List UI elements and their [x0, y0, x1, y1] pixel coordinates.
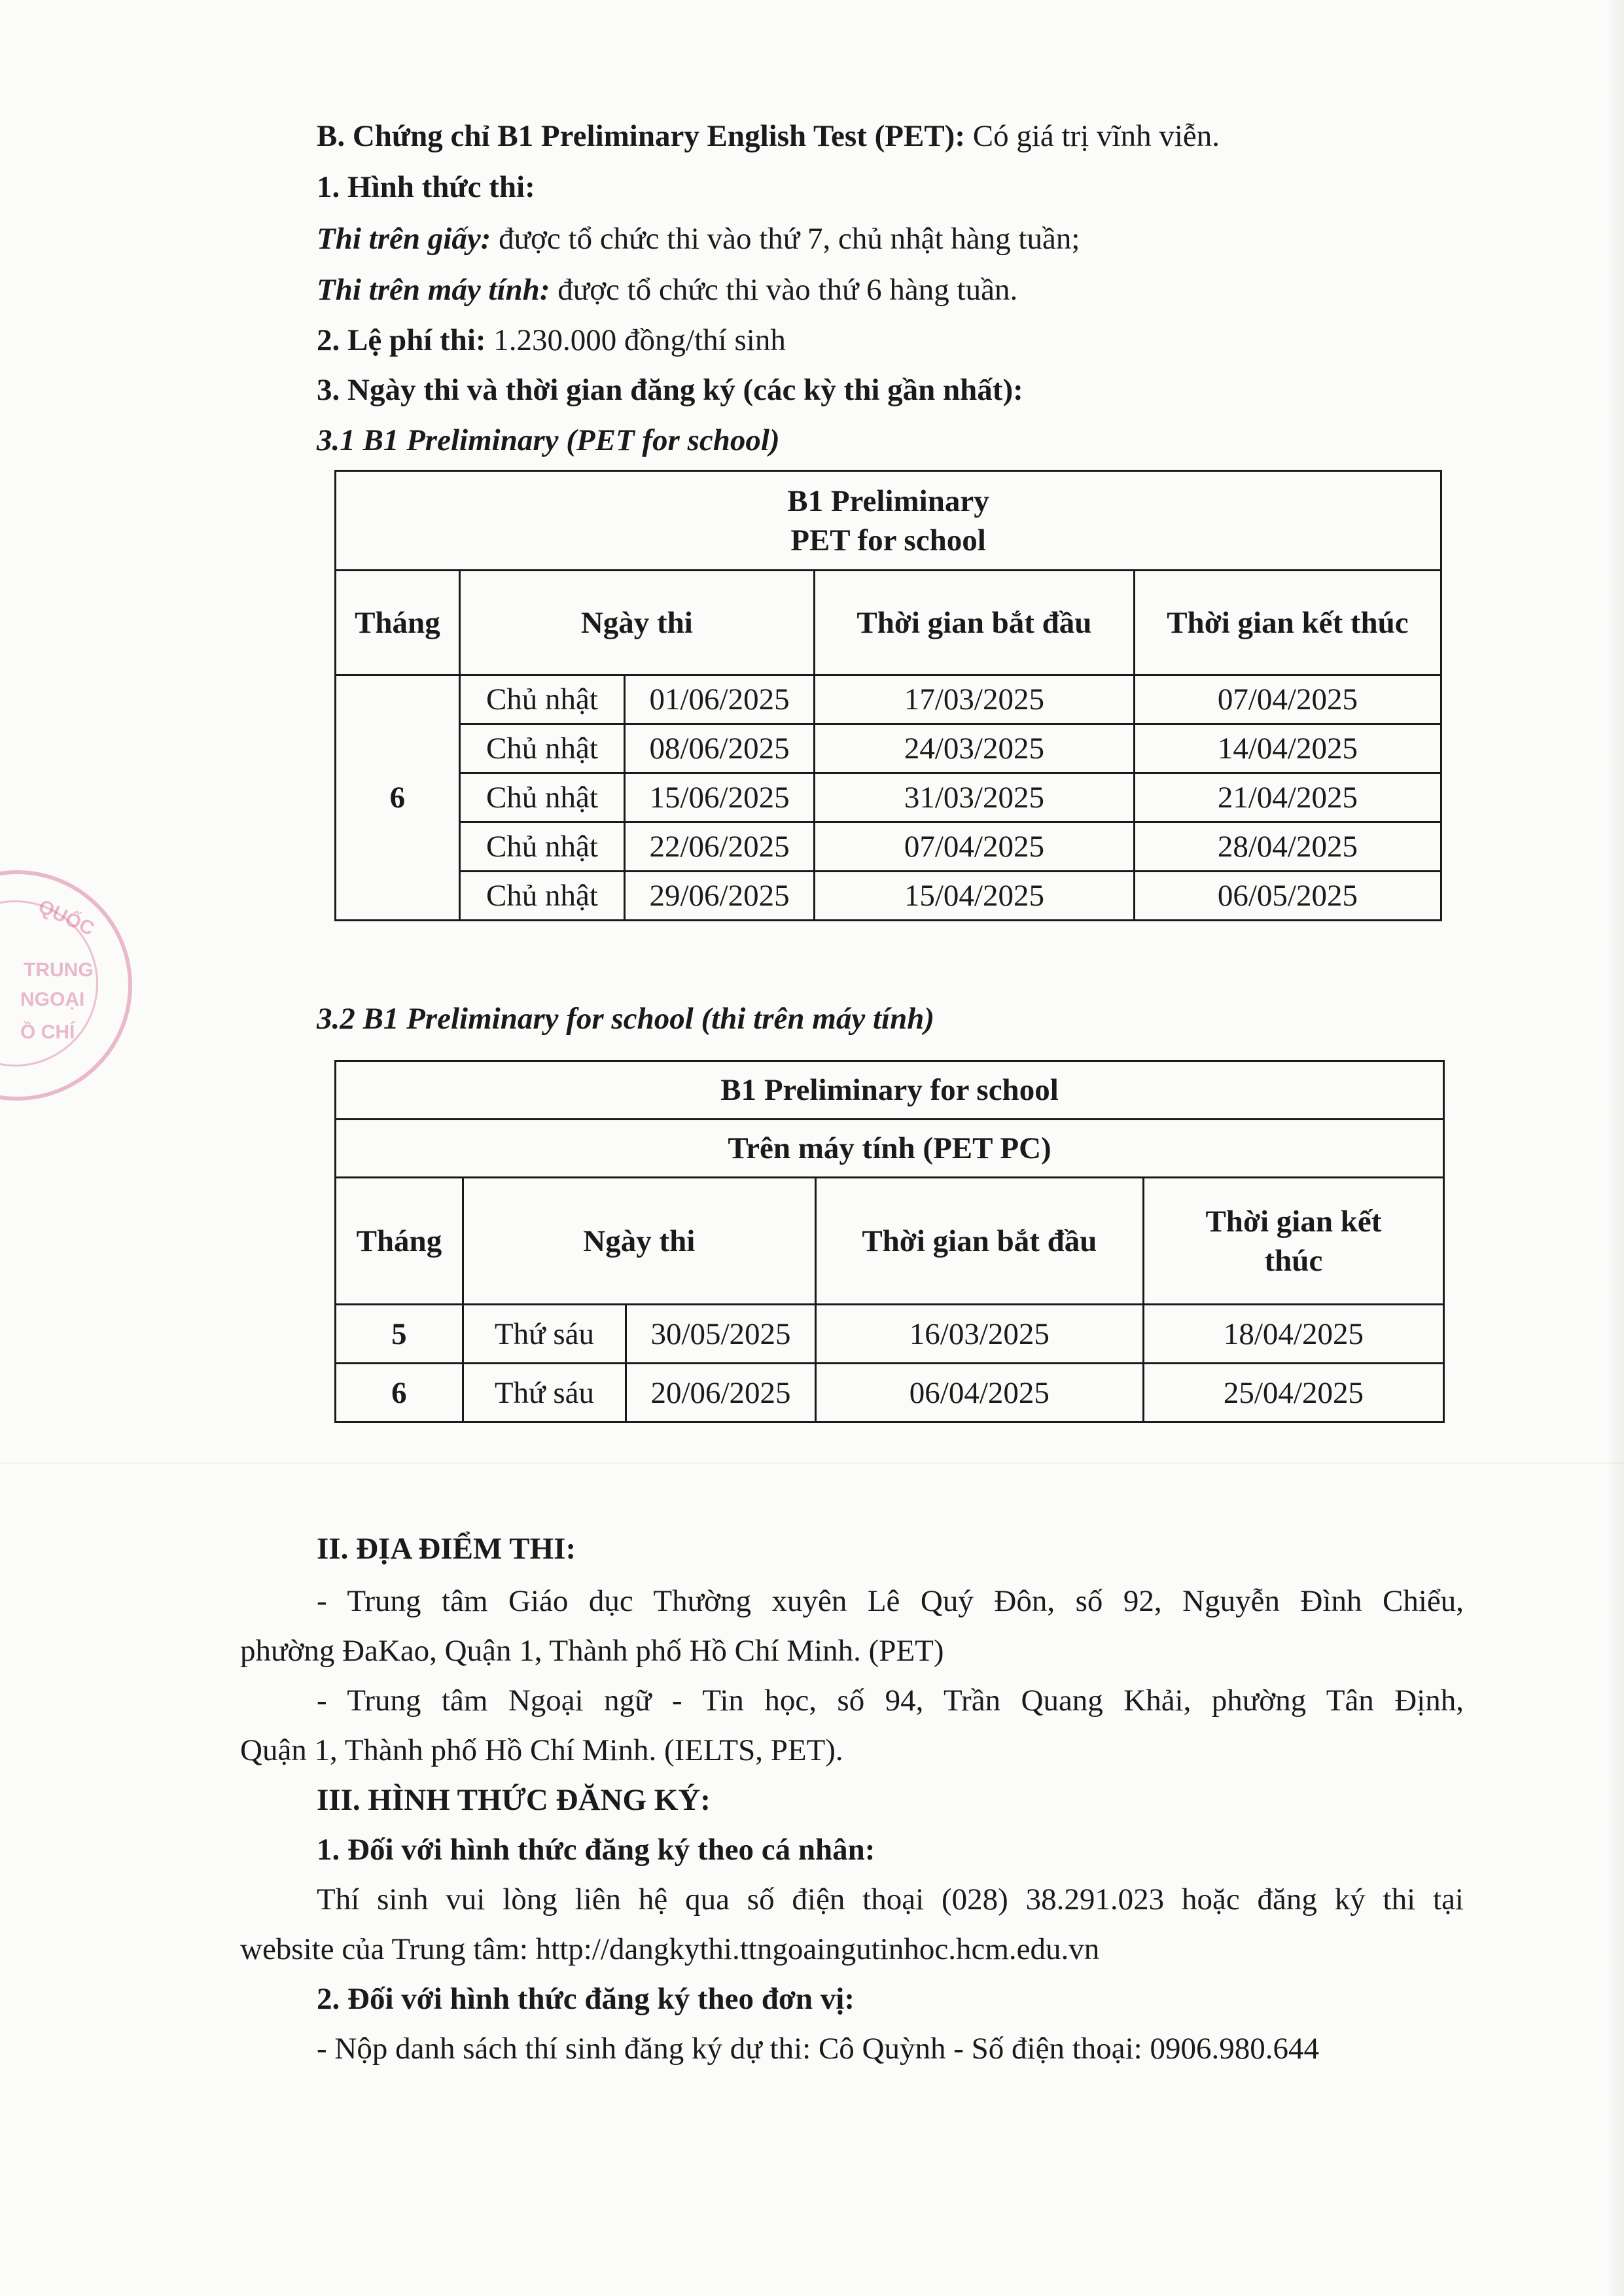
- location-2-line-1: - Trung tâm Ngoại ngữ - Tin học, số 94, Trần Quang Khải, phường Tân Định,: [317, 1684, 1464, 1718]
- individual-registration-line-1: Thí sinh vui lòng liên hệ qua số điện thoại (028) 38.291.023 hoặc đăng ký thi tại: [317, 1882, 1464, 1916]
- unit-registration-contact-line: - Nộp danh sách thí sinh đăng ký dự thi: Cô Quỳnh - Số điện thoại: 0906.980.644: [317, 2032, 1319, 2066]
- location-2-line-2: Quận 1, Thành phố Hồ Chí Minh. (IELTS, PET).: [240, 1733, 843, 1767]
- table-row: [336, 822, 1441, 872]
- registration-website-line: website của Trung tâm: http://dangkythi.ttngoaingutinhoc.hcm.edu.vn: [240, 1932, 1100, 1966]
- header-exam-date: Ngày thi: [459, 571, 814, 675]
- exam-dates-heading: 3. Ngày thi và thời gian đăng ký (các kỳ thi gần nhất):: [317, 373, 1023, 407]
- date-cell: 20/06/2025: [626, 1364, 816, 1422]
- start-cell: 06/04/2025: [815, 1364, 1143, 1422]
- end-cell: 07/04/2025: [1134, 675, 1441, 724]
- table-row: [336, 1305, 1444, 1364]
- location-1-line-2: phường ĐaKao, Quận 1, Thành phố Hồ Chí Minh. (PET): [240, 1634, 944, 1668]
- start-cell: 24/03/2025: [814, 724, 1134, 773]
- table-row: [336, 872, 1441, 921]
- month-cell: 6: [336, 1364, 463, 1422]
- date-cell: 01/06/2025: [625, 675, 815, 724]
- date-cell: 15/06/2025: [625, 773, 815, 822]
- red-seal-stamp-icon: QUỐC TRUNG NGOẠI Ồ CHÍ: [0, 870, 132, 1101]
- header-end-time: Thời gian kết thúc: [1143, 1178, 1443, 1305]
- table-title: B1 Preliminary PET for school: [336, 471, 1441, 571]
- table-row: [336, 675, 1441, 724]
- date-cell: 29/06/2025: [625, 872, 815, 921]
- paper-exam-line: Thi trên giấy: được tổ chức thi vào thứ 7, chủ nhật hàng tuần;: [317, 222, 1080, 256]
- date-cell: 08/06/2025: [625, 724, 815, 773]
- day-cell: Thứ sáu: [463, 1364, 626, 1422]
- table-row: [336, 1364, 1444, 1422]
- exam-format-heading: 1. Hình thức thi:: [317, 170, 535, 204]
- end-cell: 14/04/2025: [1134, 724, 1441, 773]
- end-cell: 18/04/2025: [1143, 1305, 1443, 1364]
- end-cell: 28/04/2025: [1134, 822, 1441, 872]
- section-2-heading: II. ĐỊA ĐIỂM THI:: [317, 1532, 576, 1566]
- header-exam-date: Ngày thi: [463, 1178, 815, 1305]
- subsection-3-1-heading: 3.1 B1 Preliminary (PET for school): [317, 423, 780, 457]
- table-title-row: [336, 471, 1441, 571]
- start-cell: 07/04/2025: [814, 822, 1134, 872]
- table-subtitle-row: [336, 1120, 1444, 1178]
- table-row: [336, 724, 1441, 773]
- table-subtitle: Trên máy tính (PET PC): [336, 1120, 1444, 1178]
- day-cell: Chủ nhật: [459, 724, 624, 773]
- table-row: [336, 773, 1441, 822]
- end-cell: 06/05/2025: [1134, 872, 1441, 921]
- header-end-time: Thời gian kết thúc: [1134, 571, 1441, 675]
- fold-line: [0, 1462, 1624, 1464]
- day-cell: Chủ nhật: [459, 773, 624, 822]
- end-cell: 21/04/2025: [1134, 773, 1441, 822]
- start-cell: 31/03/2025: [814, 773, 1134, 822]
- table-title-row: [336, 1061, 1444, 1120]
- day-cell: Chủ nhật: [459, 872, 624, 921]
- table-header-row: [336, 1178, 1444, 1305]
- header-start-time: Thời gian bắt đầu: [814, 571, 1134, 675]
- start-cell: 17/03/2025: [814, 675, 1134, 724]
- date-cell: 22/06/2025: [625, 822, 815, 872]
- month-cell: 6: [336, 675, 460, 921]
- start-cell: 16/03/2025: [815, 1305, 1143, 1364]
- unit-registration-heading: 2. Đối với hình thức đăng ký theo đơn vị:: [317, 1982, 855, 2016]
- header-start-time: Thời gian bắt đầu: [815, 1178, 1143, 1305]
- day-cell: Chủ nhật: [459, 675, 624, 724]
- day-cell: Thứ sáu: [463, 1305, 626, 1364]
- table-header-row: [336, 571, 1441, 675]
- end-cell: 25/04/2025: [1143, 1364, 1443, 1422]
- location-1-line-1: - Trung tâm Giáo dục Thường xuyên Lê Quý Đôn, số 92, Nguyễn Đình Chiểu,: [317, 1584, 1464, 1618]
- date-cell: 30/05/2025: [626, 1305, 816, 1364]
- month-cell: 5: [336, 1305, 463, 1364]
- section-3-heading: III. HÌNH THỨC ĐĂNG KÝ:: [317, 1783, 711, 1817]
- day-cell: Chủ nhật: [459, 822, 624, 872]
- subsection-3-2-heading: 3.2 B1 Preliminary for school (thi trên máy tính): [317, 1002, 934, 1036]
- computer-exam-line: Thi trên máy tính: được tổ chức thi vào thứ 6 hàng tuần.: [317, 273, 1018, 307]
- header-month: Tháng: [336, 1178, 463, 1305]
- table-title: B1 Preliminary for school: [336, 1061, 1444, 1120]
- header-month: Tháng: [336, 571, 460, 675]
- exam-fee-line: 2. Lệ phí thi: 1.230.000 đồng/thí sinh: [317, 323, 786, 357]
- scan-edge-shadow: [1607, 0, 1624, 2296]
- pet-for-school-table: [334, 470, 1442, 921]
- section-b-heading: B. Chứng chỉ B1 Preliminary English Test (PET): Có giá trị vĩnh viễn.: [317, 119, 1220, 153]
- individual-registration-heading: 1. Đối với hình thức đăng ký theo cá nhân:: [317, 1833, 875, 1867]
- pet-pc-table: [334, 1060, 1445, 1423]
- start-cell: 15/04/2025: [814, 872, 1134, 921]
